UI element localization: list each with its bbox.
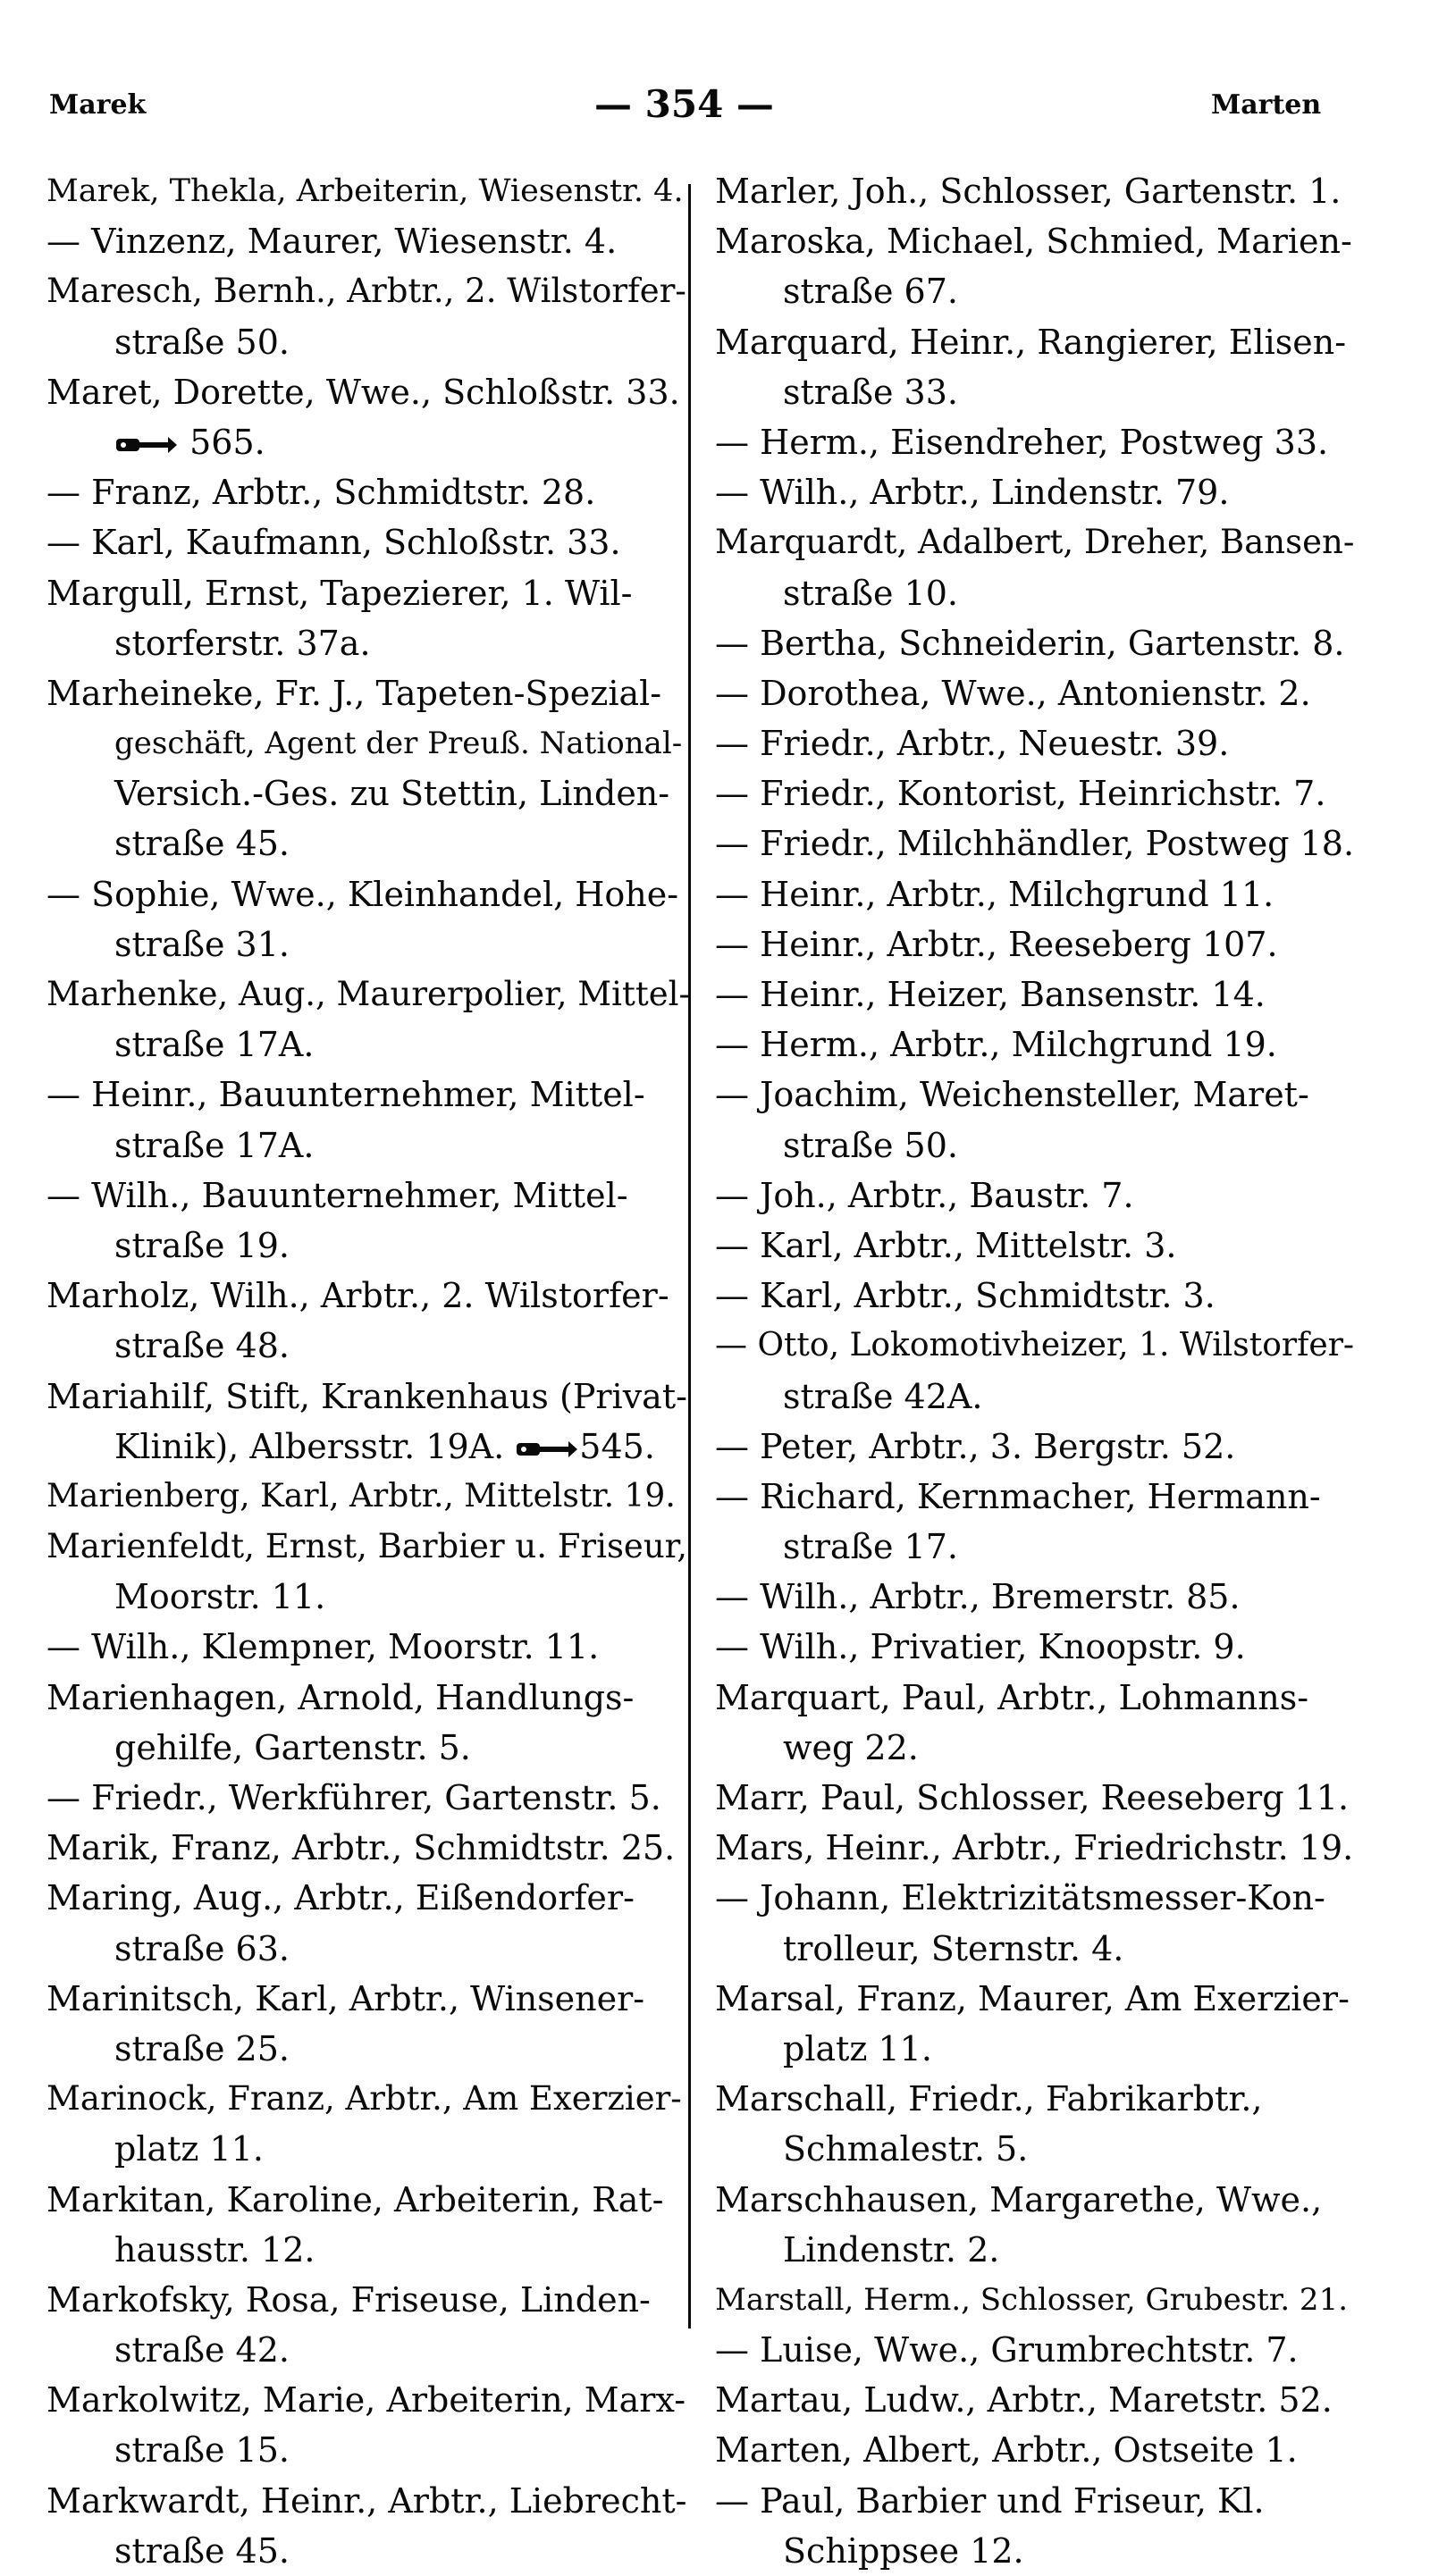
directory-line xyxy=(46,1472,690,1522)
directory-line xyxy=(715,1873,1358,1923)
entry-text: Marten, Albert, Arbtr., Ostseite 1. xyxy=(715,2430,1298,2471)
entry-text: — Bertha, Schneiderin, Gartenstr. 8. xyxy=(715,623,1345,663)
directory-line xyxy=(46,1171,690,1221)
directory-line xyxy=(715,1372,1358,1422)
entry-text: Marinitsch, Karl, Arbtr., Winsener- xyxy=(46,1978,645,2018)
entry-text: straße 50. xyxy=(783,1125,958,1165)
entry-text: Marr, Paul, Schlosser, Reeseberg 11. xyxy=(715,1778,1350,1817)
directory-line xyxy=(46,1873,690,1923)
directory-line xyxy=(715,568,1358,618)
entry-text: — Joachim, Weichensteller, Maret- xyxy=(715,1075,1309,1115)
directory-line xyxy=(715,216,1358,266)
page-number: — 354 — xyxy=(594,82,774,126)
directory-line xyxy=(715,1171,1358,1221)
entry-text: Marek, Thekla, Arbeiterin, Wiesenstr. 4. xyxy=(46,173,684,209)
entry-text: — Friedr., Werkführer, Gartenstr. 5. xyxy=(46,1778,661,1817)
entry-text: — Friedr., Arbtr., Neuestr. 39. xyxy=(715,724,1230,764)
directory-line xyxy=(715,1522,1358,1572)
entry-text: — Franz, Arbtr., Schmidtstr. 28. xyxy=(46,473,596,513)
entry-text: — Dorothea, Wwe., Antonienstr. 2. xyxy=(715,673,1311,713)
directory-line xyxy=(715,2175,1358,2225)
directory-line xyxy=(46,668,690,718)
entry-text: Markofsky, Rosa, Friseuse, Linden- xyxy=(46,2279,651,2320)
entry-text: Lindenstr. 2. xyxy=(783,2229,1000,2270)
entry-text: Schippsee 12. xyxy=(783,2530,1024,2571)
entry-text: — Heinr., Heizer, Bansenstr. 14. xyxy=(715,975,1266,1014)
entry-text: Klinik), Albersstr. 19A. xyxy=(114,1426,505,1466)
entry-text: Markolwitz, Marie, Arbeiterin, Marx- xyxy=(46,2380,686,2421)
directory-line xyxy=(46,969,690,1019)
entry-text: straße 48. xyxy=(114,1326,290,1366)
directory-line xyxy=(715,2425,1358,2475)
directory-line xyxy=(715,818,1358,868)
entry-text: — Luise, Wwe., Grumbrechtstr. 7. xyxy=(715,2330,1299,2370)
right-column xyxy=(715,166,1358,2576)
entry-text: — Heinr., Arbtr., Milchgrund 11. xyxy=(715,874,1274,914)
running-head-left: Marek xyxy=(49,89,147,121)
entry-text: Maring, Aug., Arbtr., Eißendorfer- xyxy=(46,1878,635,1918)
directory-line xyxy=(715,417,1358,467)
entry-text: Mariahilf, Stift, Krankenhaus (Privat- xyxy=(46,1376,687,1416)
entry-text: straße 42. xyxy=(114,2330,290,2370)
entry-text: — Peter, Arbtr., 3. Bergstr. 52. xyxy=(715,1426,1236,1466)
entry-text: — Wilh., Bauunternehmer, Mittel- xyxy=(46,1175,628,1215)
entry-text: Marheineke, Fr. J., Tapeten-Spezial- xyxy=(46,673,662,713)
directory-line xyxy=(715,919,1358,969)
directory-line xyxy=(46,2325,690,2375)
entry-text: Marquart, Paul, Arbtr., Lohmanns- xyxy=(715,1677,1309,1717)
entry-text: 565. xyxy=(189,422,265,462)
entry-text: Marhenke, Aug., Maurerpolier, Mittel- xyxy=(46,975,690,1013)
directory-line xyxy=(46,768,690,818)
entry-text: straße 63. xyxy=(114,1928,290,1968)
entry-text: Markwardt, Heinr., Arbtr., Liebrecht- xyxy=(46,2480,687,2521)
entry-text: Maroska, Michael, Schmied, Marien- xyxy=(715,222,1352,262)
entry-text: Marsal, Franz, Maurer, Am Exerzier- xyxy=(715,1978,1350,2018)
entry-text: — Herm., Arbtr., Milchgrund 19. xyxy=(715,1025,1277,1065)
directory-line xyxy=(46,317,690,367)
directory-line xyxy=(715,1422,1358,1472)
directory-line xyxy=(715,1673,1358,1723)
entry-text: — Friedr., Milchhändler, Postweg 18. xyxy=(715,824,1355,864)
directory-line xyxy=(46,2375,690,2425)
entry-text: platz 11. xyxy=(783,2028,932,2068)
entry-text: weg 22. xyxy=(783,1727,919,1767)
telephone-icon xyxy=(114,433,179,457)
directory-line xyxy=(715,1924,1358,1974)
entry-text: storferstr. 37a. xyxy=(114,623,371,663)
directory-line xyxy=(715,266,1358,316)
phone-number: 545. xyxy=(579,1426,655,1466)
left-column xyxy=(46,166,690,2576)
entry-text: Maresch, Bernh., Arbtr., 2. Wilstorfer- xyxy=(46,272,686,311)
entry-text: Marschall, Friedr., Fabrikarbtr., xyxy=(715,2079,1263,2119)
entry-text: straße 17A. xyxy=(114,1025,315,1065)
entry-text: Marschhausen, Margarethe, Wwe., xyxy=(715,2179,1323,2219)
entry-text: straße 31. xyxy=(114,924,290,964)
entry-text: Marinock, Franz, Arbtr., Am Exerzier- xyxy=(46,2079,682,2119)
entry-text: Marienfeldt, Ernst, Barbier u. Friseur, xyxy=(46,1527,688,1566)
directory-line xyxy=(46,1622,690,1672)
directory-line xyxy=(715,2225,1358,2275)
directory-line xyxy=(715,2124,1358,2174)
directory-line xyxy=(46,919,690,969)
directory-line xyxy=(715,2275,1358,2325)
directory-line xyxy=(715,869,1358,919)
entry-text: Moorstr. 11. xyxy=(114,1577,326,1617)
entry-text: straße 17A. xyxy=(114,1125,315,1165)
entry-text: — Sophie, Wwe., Kleinhandel, Hohe- xyxy=(46,874,679,914)
running-head-right: Marten xyxy=(1211,89,1322,121)
directory-line xyxy=(46,2425,690,2475)
directory-line xyxy=(715,467,1358,517)
directory-line xyxy=(715,1120,1358,1171)
directory-line xyxy=(46,1271,690,1321)
directory-line xyxy=(46,1673,690,1723)
entry-text: Versich.-Ges. zu Stettin, Linden- xyxy=(114,774,670,814)
directory-line xyxy=(46,718,690,768)
directory-line xyxy=(46,1120,690,1171)
entry-text: — Wilh., Privatier, Knoopstr. 9. xyxy=(715,1627,1246,1667)
entry-text: straße 15. xyxy=(114,2430,290,2471)
directory-line xyxy=(715,2476,1358,2526)
entry-text: — Wilh., Klempner, Moorstr. 11. xyxy=(46,1627,600,1667)
directory-line xyxy=(715,1321,1358,1371)
entry-text: Marquardt, Adalbert, Dreher, Bansen- xyxy=(715,523,1355,562)
directory-line xyxy=(715,768,1358,818)
entry-text: Marholz, Wilh., Arbtr., 2. Wilstorfer- xyxy=(46,1276,669,1316)
directory-line xyxy=(46,266,690,316)
entry-text: — Joh., Arbtr., Baustr. 7. xyxy=(715,1175,1134,1215)
directory-line xyxy=(46,2074,690,2124)
directory-line xyxy=(46,2476,690,2526)
directory-line xyxy=(715,1070,1358,1120)
directory-line xyxy=(715,317,1358,367)
entry-text: straße 19. xyxy=(114,1225,290,1265)
telephone-icon xyxy=(515,1438,579,1461)
directory-line xyxy=(715,2375,1358,2425)
directory-line xyxy=(46,417,690,467)
directory-line xyxy=(715,1823,1358,1873)
entry-text: Marik, Franz, Arbtr., Schmidtstr. 25. xyxy=(46,1828,676,1868)
directory-line xyxy=(715,969,1358,1019)
directory-line xyxy=(715,1974,1358,2024)
directory-line xyxy=(715,1723,1358,1773)
entry-text: Marquard, Heinr., Rangierer, Elisen- xyxy=(715,322,1347,362)
entry-text: — Otto, Lokomotivheizer, 1. Wilstorfer- xyxy=(715,1327,1355,1364)
directory-line xyxy=(46,1422,690,1472)
entry-text: hausstr. 12. xyxy=(114,2229,315,2270)
directory-line xyxy=(46,1372,690,1422)
directory-line xyxy=(46,1924,690,1974)
directory-line xyxy=(715,1271,1358,1321)
entry-text: — Wilh., Arbtr., Bremerstr. 85. xyxy=(715,1577,1241,1617)
directory-line xyxy=(46,2225,690,2275)
entry-text: — Vinzenz, Maurer, Wiesenstr. 4. xyxy=(46,222,618,262)
entry-text: — Karl, Arbtr., Schmidtstr. 3. xyxy=(715,1276,1216,1316)
directory-line xyxy=(46,1773,690,1823)
entry-text: Maret, Dorette, Wwe., Schloßstr. 33. xyxy=(46,372,680,412)
entry-text: Schmalestr. 5. xyxy=(783,2129,1029,2169)
entry-text: geschäft, Agent der Preuß. National- xyxy=(114,726,683,762)
directory-line xyxy=(46,166,690,216)
directory-line xyxy=(46,517,690,567)
entry-text: platz 11. xyxy=(114,2129,264,2169)
directory-line xyxy=(46,818,690,868)
directory-line xyxy=(715,668,1358,718)
entry-text: — Heinr., Arbtr., Reeseberg 107. xyxy=(715,924,1278,964)
entry-text: straße 42A. xyxy=(783,1376,983,1416)
directory-line xyxy=(46,2124,690,2174)
entry-text: — Paul, Barbier und Friseur, Kl. xyxy=(715,2480,1265,2521)
directory-line xyxy=(715,1572,1358,1622)
entry-text: straße 50. xyxy=(114,322,290,362)
directory-line xyxy=(46,2024,690,2074)
entry-text: — Karl, Arbtr., Mittelstr. 3. xyxy=(715,1225,1177,1265)
entry-text: — Johann, Elektrizitätsmesser-Kon- xyxy=(715,1878,1325,1918)
entry-text: Margull, Ernst, Tapezierer, 1. Wil- xyxy=(46,573,633,613)
entry-text: Martau, Ludw., Arbtr., Maretstr. 52. xyxy=(715,2380,1333,2421)
directory-line xyxy=(715,2325,1358,2375)
directory-line xyxy=(46,1974,690,2024)
directory-line xyxy=(715,2526,1358,2576)
entry-text: straße 25. xyxy=(114,2028,290,2068)
entry-text: — Richard, Kernmacher, Hermann- xyxy=(715,1476,1321,1516)
entry-text: Marienhagen, Arnold, Handlungs- xyxy=(46,1677,635,1717)
directory-line xyxy=(46,1019,690,1070)
entry-text: Mars, Heinr., Arbtr., Friedrichstr. 19. xyxy=(715,1828,1354,1868)
directory-line xyxy=(46,869,690,919)
entry-text: straße 33. xyxy=(783,372,958,412)
entry-text: Marler, Joh., Schlosser, Gartenstr. 1. xyxy=(715,172,1342,211)
entry-text: — Heinr., Bauunternehmer, Mittel- xyxy=(46,1075,645,1115)
entry-text: — Wilh., Arbtr., Lindenstr. 79. xyxy=(715,473,1230,513)
entry-text: Marstall, Herm., Schlosser, Grubestr. 21. xyxy=(715,2281,1349,2318)
directory-line xyxy=(46,1823,690,1873)
entry-text: trolleur, Sternstr. 4. xyxy=(783,1928,1124,1968)
directory-line xyxy=(46,1572,690,1622)
entry-text: gehilfe, Gartenstr. 5. xyxy=(114,1727,471,1767)
directory-line xyxy=(715,1622,1358,1672)
directory-line xyxy=(46,1321,690,1371)
directory-line xyxy=(715,1221,1358,1271)
directory-line xyxy=(46,1070,690,1120)
directory-line xyxy=(715,367,1358,417)
directory-line xyxy=(46,618,690,668)
directory-line xyxy=(46,1522,690,1572)
directory-line xyxy=(46,2175,690,2225)
directory-line xyxy=(46,2526,690,2576)
entry-text: straße 17. xyxy=(783,1527,958,1567)
entry-text: straße 45. xyxy=(114,2530,290,2571)
column-divider xyxy=(688,184,691,2328)
entry-text: Markitan, Karoline, Arbeiterin, Rat- xyxy=(46,2179,664,2219)
directory-line xyxy=(715,517,1358,567)
entry-text: straße 45. xyxy=(114,824,290,864)
entry-text: — Karl, Kaufmann, Schloßstr. 33. xyxy=(46,523,621,563)
entry-text: straße 67. xyxy=(783,272,958,312)
directory-line xyxy=(46,2275,690,2325)
directory-line xyxy=(715,166,1358,216)
directory-line xyxy=(46,367,690,417)
directory-line xyxy=(715,1773,1358,1823)
directory-line xyxy=(46,1221,690,1271)
entry-text: — Herm., Eisendreher, Postweg 33. xyxy=(715,422,1329,462)
directory-line xyxy=(715,1472,1358,1522)
directory-line xyxy=(46,467,690,517)
directory-line xyxy=(715,618,1358,668)
directory-line xyxy=(46,568,690,618)
directory-line xyxy=(715,1019,1358,1070)
entry-text: Marienberg, Karl, Arbtr., Mittelstr. 19. xyxy=(46,1477,676,1515)
directory-line xyxy=(46,1723,690,1773)
entry-text: straße 10. xyxy=(783,573,958,613)
directory-line xyxy=(715,718,1358,768)
entry-text: — Friedr., Kontorist, Heinrichstr. 7. xyxy=(715,774,1326,814)
directory-line xyxy=(46,216,690,266)
directory-line xyxy=(715,2074,1358,2124)
directory-line xyxy=(715,2024,1358,2074)
